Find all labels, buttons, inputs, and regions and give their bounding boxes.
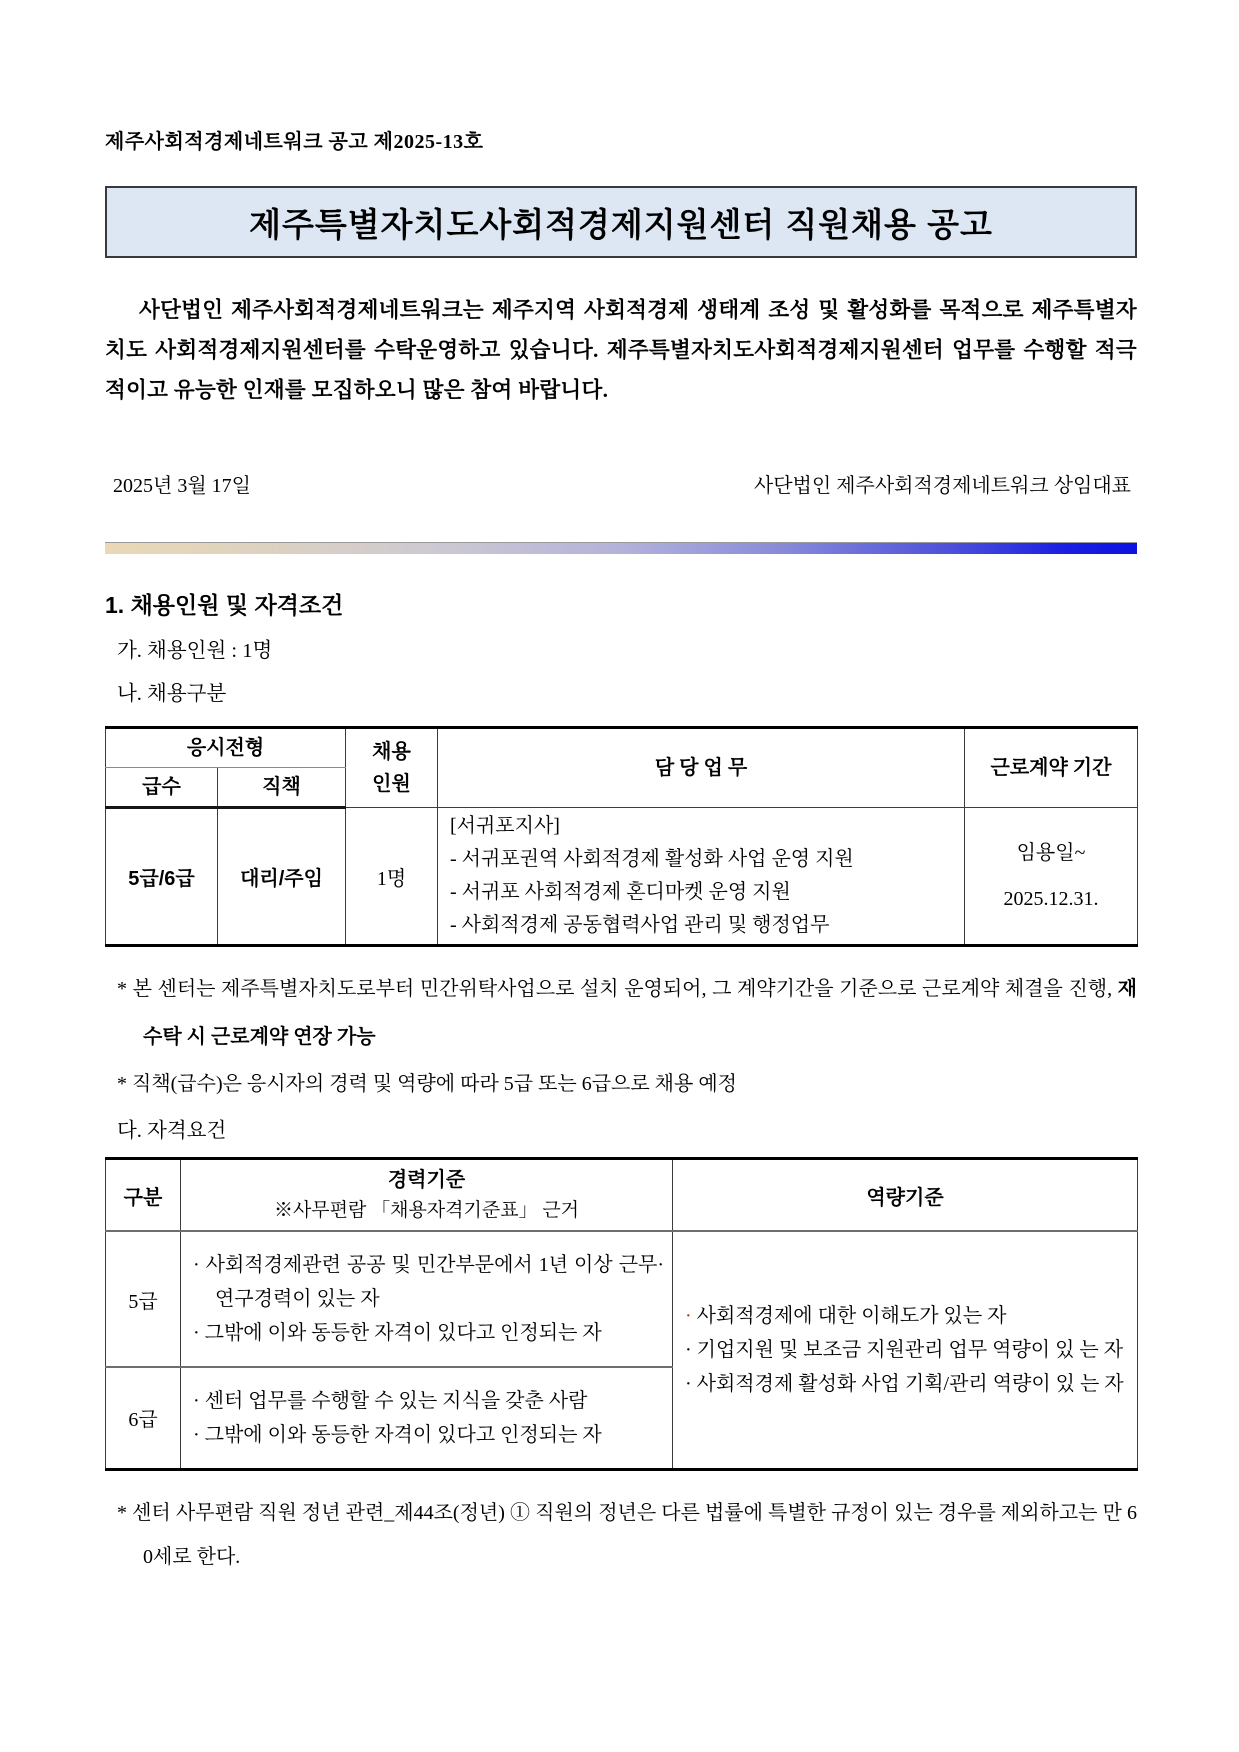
qual-grade5-career-cell (181, 1231, 673, 1367)
qual-career-title: 경력기준 (387, 1169, 466, 1191)
competency-item (685, 1299, 1129, 1333)
recruit-table-header-count-line1: 채용 (372, 741, 411, 763)
competency-item (685, 1333, 1129, 1367)
recruit-note-1 (105, 965, 1137, 1061)
bullet-icon: · (685, 1304, 692, 1327)
qual-grade6-career-cell (181, 1367, 673, 1469)
gradient-divider (105, 542, 1137, 554)
recruit-table-header-count (346, 728, 438, 808)
career-item: · 그밖에 이와 동등한 자격이 있다고 인정되는 자 (193, 1322, 602, 1344)
recruit-note-1-bold: 재 수탁 시 근로계약 연장 가능 (143, 978, 1137, 1048)
document-content (105, 128, 1137, 1579)
competency-text: 기업지원 및 보조금 지원관리 업무 역량이 있 는 자 (696, 1338, 1124, 1361)
document-title: 제주특별자치도사회적경제지원센터 직원채용 공고 (249, 205, 993, 243)
document-signer: 사단법인 제주사회적경제네트워크 상임대표 (753, 475, 1131, 497)
career-item: · 그밖에 이와 동등한 자격이 있다고 인정되는 자 (193, 1423, 602, 1446)
recruit-table (105, 726, 1138, 947)
document-date: 2025년 3월 17일 (113, 475, 251, 497)
subitem-recruit-category: 나. 채용구분 (117, 683, 227, 705)
intro-paragraph: 사단법인 제주사회적경제네트워크는 제주지역 사회적경제 생태계 조성 및 활성화를 목적으로 제주특별자치도 사회적경제지원센터를 수탁운영하고 있습니다. 제주특별자치도사회적경제지원센터 업무를 수행할 적극적이고 유능한 인재를 모집하오니 많은 참여 바랍니다. (105, 298, 1137, 402)
recruit-table-header-count-line2: 인원 (372, 773, 411, 795)
career-item: · 사회적경제관련 공공 및 민간부문에서 1년 이상 근무·연구경력이 있는 자 (193, 1254, 664, 1310)
title-box (105, 186, 1137, 258)
recruit-period-cell (965, 808, 1138, 946)
subitem-recruit-count: 가. 채용인원 : 1명 (117, 640, 273, 662)
period-line1: 임용일~ (1016, 842, 1086, 864)
qual-table-header-career (181, 1159, 673, 1232)
duty-line: [서귀포지사] (450, 815, 560, 837)
duty-line: - 서귀포 사회적경제 혼디마켓 운영 지원 (450, 881, 791, 903)
recruit-note-1-text: * 본 센터는 제주특별자치도로부터 민간위탁사업으로 설치 운영되어, 그 계약기간을 기준으로 근로계약 체결을 진행, (117, 978, 1118, 1000)
recruit-table-row (106, 808, 1138, 946)
recruit-table-header-duties: 담 당 업 무 (438, 728, 965, 808)
competency-text: 사회적경제에 대한 이해도가 있는 자 (696, 1304, 1007, 1327)
subitem-qualification: 다. 자격요건 (117, 1120, 227, 1142)
recruit-grade-cell: 5급/6급 (106, 808, 218, 946)
retirement-note: * 센터 사무편람 직원 정년 관련_제44조(정년) ① 직원의 정년은 다른 법률에 특별한 규정이 있는 경우를 제외하고는 만 60세로 한다. (117, 1501, 1137, 1568)
competency-text: 사회적경제 활성화 사업 기획/관리 역량이 있 는 자 (696, 1372, 1124, 1395)
qual-competency-cell (673, 1231, 1138, 1469)
recruit-table-header-period: 근로계약 기간 (965, 728, 1138, 808)
recruit-note-2: * 직책(급수)은 응시자의 경력 및 역량에 따라 5급 또는 6급으로 채용 예정 (117, 1073, 737, 1095)
competency-item (685, 1367, 1129, 1401)
final-note-block (105, 1491, 1137, 1579)
qual-grade6-label: 6급 (106, 1367, 181, 1469)
bullet-icon: · (685, 1372, 692, 1395)
qual-table-header-category: 구분 (106, 1159, 181, 1232)
bullet-icon: · (685, 1338, 692, 1361)
recruit-table-header-position: 직책 (218, 768, 346, 808)
recruit-position-cell: 대리/주임 (218, 808, 346, 946)
duty-line: - 사회적경제 공동협력사업 관리 및 행정업무 (450, 914, 830, 936)
qualification-table (105, 1157, 1138, 1471)
qual-row-grade5 (106, 1231, 1138, 1367)
recruit-notes (105, 965, 1137, 1107)
section-heading-1: 1. 채용인원 및 자격조건 (105, 592, 344, 618)
date-signer-row (105, 472, 1137, 500)
recruit-count-cell: 1명 (346, 808, 438, 946)
recruit-table-header-exam-type: 응시전형 (106, 728, 346, 768)
period-line2: 2025.12.31. (1003, 888, 1099, 910)
qual-table-header-competency: 역량기준 (673, 1159, 1138, 1232)
duty-line: - 서귀포권역 사회적경제 활성화 사업 운영 지원 (450, 848, 854, 870)
qual-career-subtitle: ※사무편람 「채용자격기준표」 근거 (273, 1200, 580, 1221)
recruit-duties-cell (438, 808, 965, 946)
career-item: · 센터 업무를 수행할 수 있는 지식을 갖춘 사람 (193, 1389, 588, 1412)
recruit-table-header-grade: 급수 (106, 768, 218, 808)
notice-number: 제주사회적경제네트워크 공고 제2025-13호 (105, 131, 484, 153)
qual-grade5-label: 5급 (106, 1231, 181, 1367)
